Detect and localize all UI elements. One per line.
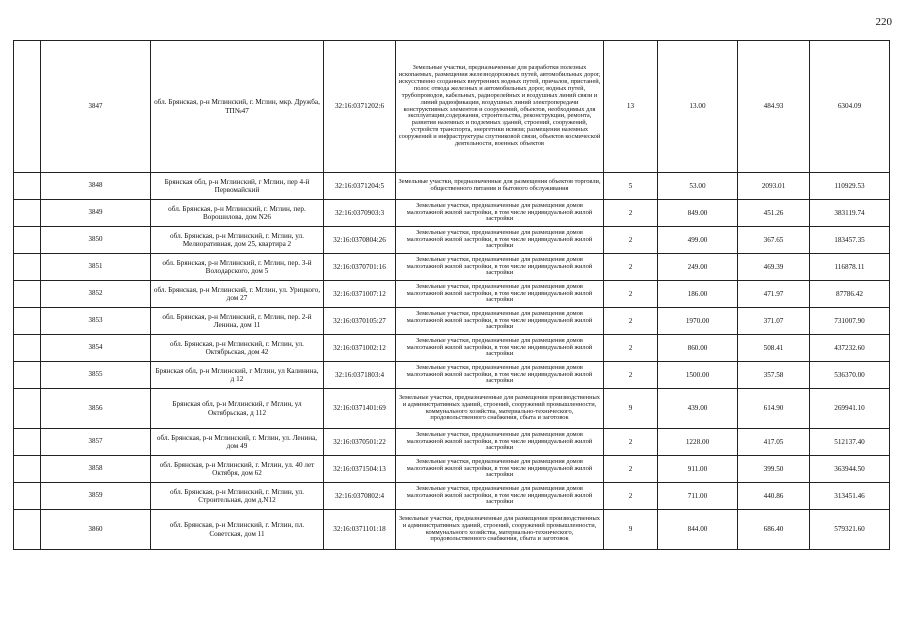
cadastral-number-cell: 32:16:0371002:12 — [324, 335, 396, 362]
address-cell: обл. Брянская, р-н Мглинский, г. Мглин, ул. Ленина, дом 49 — [151, 429, 324, 456]
address-cell: обл. Брянская, р-н Мглинский, г. Мглин, ул. Урицкого, дом 27 — [151, 281, 324, 308]
blank-cell — [14, 335, 41, 362]
specific-value-cell: 471.97 — [738, 281, 810, 308]
table-row — [14, 41, 890, 173]
table-body — [14, 41, 890, 550]
address-cell: обл. Брянская, р-н Мглинский, г. Мглин, ул. Мелиоративная, дом 25, квартира 2 — [151, 227, 324, 254]
blank-cell — [14, 254, 41, 281]
cadastral-value-cell: 536370.00 — [810, 362, 890, 389]
blank-cell — [14, 389, 41, 429]
row-number: 3847 — [41, 41, 151, 173]
use-group-cell: 5 — [604, 173, 658, 200]
area-cell: 844.00 — [658, 510, 738, 550]
blank-cell — [14, 308, 41, 335]
address-cell: обл. Брянская, р-н Мглинский, г. Мглин, ул. 40 лет Октября, дом 62 — [151, 456, 324, 483]
blank-cell — [14, 173, 41, 200]
address-cell: обл. Брянская, р-н Мглинский, г. Мглин, ул. Октябрьская, дом 42 — [151, 335, 324, 362]
specific-value-cell: 451.26 — [738, 200, 810, 227]
address-cell: обл. Брянская, р-н Мглинский, г. Мглин, пл. Советская, дом 11 — [151, 510, 324, 550]
address-cell: обл. Брянская, р-н Мглинский, г. Мглин, пер. Ворошилова, дом N26 — [151, 200, 324, 227]
table-row — [14, 254, 890, 281]
row-number: 3848 — [41, 173, 151, 200]
specific-value-cell: 371.07 — [738, 308, 810, 335]
address-cell: Брянская обл, р-н Мглинский, г Мглин, пер 4-й Первомайский — [151, 173, 324, 200]
table-row — [14, 200, 890, 227]
use-group-cell: 2 — [604, 308, 658, 335]
cadastral-number-cell: 32:16:0370804:26 — [324, 227, 396, 254]
table-row — [14, 362, 890, 389]
row-number: 3849 — [41, 200, 151, 227]
cadastral-value-cell: 6304.09 — [810, 41, 890, 173]
use-group-cell: 2 — [604, 281, 658, 308]
use-group-cell: 2 — [604, 362, 658, 389]
blank-cell — [14, 200, 41, 227]
specific-value-cell: 399.50 — [738, 456, 810, 483]
page-number: 220 — [875, 16, 892, 28]
row-number: 3852 — [41, 281, 151, 308]
cadastral-number-cell: 32:16:0371202:6 — [324, 41, 396, 173]
area-cell: 1500.00 — [658, 362, 738, 389]
land-use-cell: Земельные участки, предназначенные для размещения домов малоэтажной жилой застройки, в том числе индивидуальной жилой застройки — [396, 227, 604, 254]
cadastral-value-cell: 183457.35 — [810, 227, 890, 254]
use-group-cell: 2 — [604, 335, 658, 362]
address-cell: обл. Брянская, р-н Мглинский, г. Мглин, мкр. Дружба, ТП№47 — [151, 41, 324, 173]
land-use-cell: Земельные участки, предназначенные для размещения домов малоэтажной жилой застройки, в том числе индивидуальной жилой застройки — [396, 483, 604, 510]
cadastral-number-cell: 32:16:0370903:3 — [324, 200, 396, 227]
row-number: 3859 — [41, 483, 151, 510]
address-cell: обл. Брянская, р-н Мглинский, г. Мглин, ул. Строительная, дом д.N12 — [151, 483, 324, 510]
row-number: 3854 — [41, 335, 151, 362]
area-cell: 186.00 — [658, 281, 738, 308]
land-use-cell: Земельные участки, предназначенные для размещения домов малоэтажной жилой застройки, в том числе индивидуальной жилой застройки — [396, 335, 604, 362]
address-cell: обл. Брянская, р-н Мглинский, г. Мглин, пер. 3-й Володарского, дом 5 — [151, 254, 324, 281]
blank-cell — [14, 227, 41, 254]
row-number: 3856 — [41, 389, 151, 429]
use-group-cell: 2 — [604, 227, 658, 254]
area-cell: 860.00 — [658, 335, 738, 362]
table-row — [14, 389, 890, 429]
use-group-cell: 2 — [604, 200, 658, 227]
land-use-cell: Земельные участки, предназначенные для размещения домов малоэтажной жилой застройки, в том числе индивидуальной жилой застройки — [396, 429, 604, 456]
cadastral-number-cell: 32:16:0370105:27 — [324, 308, 396, 335]
use-group-cell: 2 — [604, 456, 658, 483]
row-number: 3855 — [41, 362, 151, 389]
land-use-cell: Земельные участки, предназначенные для размещения объектов торговли, общественного питания и бытового обслуживания — [396, 173, 604, 200]
table-row — [14, 227, 890, 254]
table-row — [14, 173, 890, 200]
specific-value-cell: 440.86 — [738, 483, 810, 510]
table-row — [14, 308, 890, 335]
cadastral-value-cell: 383119.74 — [810, 200, 890, 227]
cadastral-value-cell: 731007.90 — [810, 308, 890, 335]
area-cell: 1970.00 — [658, 308, 738, 335]
area-cell: 439.00 — [658, 389, 738, 429]
table-row — [14, 429, 890, 456]
table-row — [14, 483, 890, 510]
address-cell: Брянская обл, р-н Мглинский, г Мглин, ул Калинина, д 12 — [151, 362, 324, 389]
specific-value-cell: 469.39 — [738, 254, 810, 281]
row-number: 3860 — [41, 510, 151, 550]
land-use-cell: Земельные участки, предназначенные для размещения производственных и административных зданий, строений, сооружений промышленности, коммунального хозяйства, материально-технического, продовольственного снабжения, сбыта и заготовок — [396, 510, 604, 550]
cadastral-value-cell: 512137.40 — [810, 429, 890, 456]
cadastral-number-cell: 32:16:0371401:69 — [324, 389, 396, 429]
table-row — [14, 510, 890, 550]
cadastral-number-cell: 32:16:0370501:22 — [324, 429, 396, 456]
use-group-cell: 13 — [604, 41, 658, 173]
cadastral-value-cell: 110929.53 — [810, 173, 890, 200]
area-cell: 499.00 — [658, 227, 738, 254]
cadastral-value-cell: 269941.10 — [810, 389, 890, 429]
land-use-cell: Земельные участки, предназначенные для размещения домов малоэтажной жилой застройки, в том числе индивидуальной жилой застройки — [396, 308, 604, 335]
use-group-cell: 9 — [604, 389, 658, 429]
cadastral-number-cell: 32:16:0371007:12 — [324, 281, 396, 308]
land-use-cell: Земельные участки, предназначенные для размещения домов малоэтажной жилой застройки, в том числе индивидуальной жилой застройки — [396, 200, 604, 227]
cadastral-value-cell: 116878.11 — [810, 254, 890, 281]
land-use-cell: Земельные участки, предназначенные для размещения домов малоэтажной жилой застройки, в том числе индивидуальной жилой застройки — [396, 456, 604, 483]
use-group-cell: 2 — [604, 254, 658, 281]
use-group-cell: 2 — [604, 483, 658, 510]
specific-value-cell: 686.40 — [738, 510, 810, 550]
address-cell: обл. Брянская, р-н Мглинский, г. Мглин, пер. 2-й Ленина, дом 11 — [151, 308, 324, 335]
specific-value-cell: 367.65 — [738, 227, 810, 254]
cadastral-value-cell: 579321.60 — [810, 510, 890, 550]
use-group-cell: 2 — [604, 429, 658, 456]
cadastral-value-cell: 87786.42 — [810, 281, 890, 308]
use-group-cell: 9 — [604, 510, 658, 550]
cadastral-value-cell: 363944.50 — [810, 456, 890, 483]
address-cell: Брянская обл, р-н Мглинский, г Мглин, ул Октябрьская, д 112 — [151, 389, 324, 429]
blank-cell — [14, 429, 41, 456]
blank-cell — [14, 41, 41, 173]
land-use-cell: Земельные участки, предназначенные для размещения производственных и административных зданий, строений, сооружений промышленности, коммунального хозяйства, материально-технического, продовольственного снабжения, сбыта и заготовок — [396, 389, 604, 429]
cadastral-value-cell: 437232.60 — [810, 335, 890, 362]
blank-cell — [14, 362, 41, 389]
blank-cell — [14, 510, 41, 550]
specific-value-cell: 614.90 — [738, 389, 810, 429]
blank-cell — [14, 281, 41, 308]
row-number: 3851 — [41, 254, 151, 281]
cadastral-value-cell: 313451.46 — [810, 483, 890, 510]
cadastral-number-cell: 32:16:0371803:4 — [324, 362, 396, 389]
land-use-cell: Земельные участки, предназначенные для размещения домов малоэтажной жилой застройки, в том числе индивидуальной жилой застройки — [396, 362, 604, 389]
cadastral-number-cell: 32:16:0371504:13 — [324, 456, 396, 483]
table-row — [14, 456, 890, 483]
row-number: 3858 — [41, 456, 151, 483]
specific-value-cell: 508.41 — [738, 335, 810, 362]
cadastral-number-cell: 32:16:0371101:18 — [324, 510, 396, 550]
area-cell: 711.00 — [658, 483, 738, 510]
cadastral-number-cell: 32:16:0370802:4 — [324, 483, 396, 510]
area-cell: 1228.00 — [658, 429, 738, 456]
area-cell: 849.00 — [658, 200, 738, 227]
specific-value-cell: 484.93 — [738, 41, 810, 173]
specific-value-cell: 417.05 — [738, 429, 810, 456]
specific-value-cell: 357.58 — [738, 362, 810, 389]
table-row — [14, 281, 890, 308]
area-cell: 911.00 — [658, 456, 738, 483]
blank-cell — [14, 456, 41, 483]
cadastral-value-table — [13, 40, 890, 550]
land-use-cell: Земельные участки, предназначенные для размещения домов малоэтажной жилой застройки, в том числе индивидуальной жилой застройки — [396, 254, 604, 281]
area-cell: 249.00 — [658, 254, 738, 281]
cadastral-number-cell: 32:16:0371204:5 — [324, 173, 396, 200]
row-number: 3857 — [41, 429, 151, 456]
table-row — [14, 335, 890, 362]
area-cell: 53.00 — [658, 173, 738, 200]
row-number: 3853 — [41, 308, 151, 335]
row-number: 3850 — [41, 227, 151, 254]
area-cell: 13.00 — [658, 41, 738, 173]
land-use-cell: Земельные участки, предназначенные для разработки полезных ископаемых, размещения железнодорожных путей, автомобильных дорог, искусственно созданных внутренних водных путей, причалов, пристаней, полос отвода железных и автомобильных дорог, водных путей, трубопроводов, кабельных, радиорелейных и воздушных линий связи и линий радиофикации, воздушных линий электропередачи конструктивных элементов и сооружений, объектов, необходимых для эксплуатации,содержания, строительства, реконструкции, ремонта, развития наземных и подземных зданий, строений, сооружений, устройств транспорта, энергетики исвязи; размещения наземных сооружений и инфраструктуры спутниковой связи, объектов космической деятельности, военных объектов — [396, 41, 604, 173]
specific-value-cell: 2093.01 — [738, 173, 810, 200]
land-use-cell: Земельные участки, предназначенные для размещения домов малоэтажной жилой застройки, в том числе индивидуальной жилой застройки — [396, 281, 604, 308]
blank-cell — [14, 483, 41, 510]
cadastral-number-cell: 32:16:0370701:16 — [324, 254, 396, 281]
